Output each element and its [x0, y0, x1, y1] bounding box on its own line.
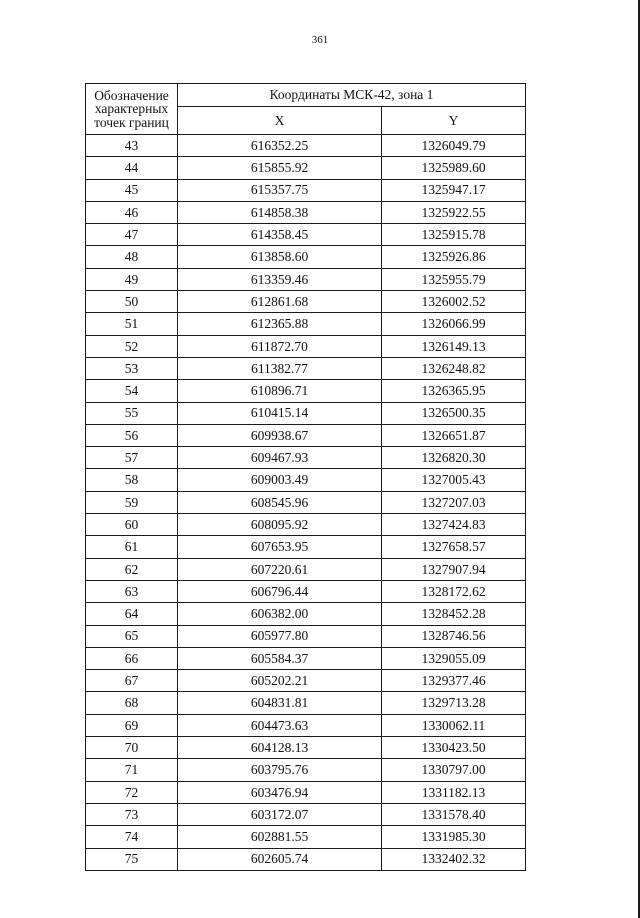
x-coordinate-cell: 608545.96 — [178, 491, 382, 513]
point-cell: 45 — [86, 179, 178, 201]
point-label-line-3: точек границ — [94, 114, 169, 130]
y-coordinate-cell: 1329377.46 — [382, 670, 526, 692]
table-row — [86, 737, 526, 759]
y-coordinate-cell: 1325989.60 — [382, 157, 526, 179]
table-row — [86, 826, 526, 848]
table-row — [86, 357, 526, 379]
table-row — [86, 179, 526, 201]
x-coordinate-cell: 609938.67 — [178, 424, 382, 446]
x-coordinate-cell: 615357.75 — [178, 179, 382, 201]
point-label-line-1: Обозначение — [94, 87, 169, 103]
point-cell: 65 — [86, 625, 178, 647]
table-row — [86, 491, 526, 513]
point-cell: 48 — [86, 246, 178, 268]
y-coordinate-cell: 1325915.78 — [382, 224, 526, 246]
point-cell: 43 — [86, 135, 178, 157]
table-row — [86, 580, 526, 602]
x-coordinate-cell: 605584.37 — [178, 647, 382, 669]
y-coordinate-cell: 1326248.82 — [382, 357, 526, 379]
table-row — [86, 848, 526, 870]
table-row — [86, 291, 526, 313]
x-coordinate-cell: 603476.94 — [178, 781, 382, 803]
table-row — [86, 313, 526, 335]
y-coordinate-cell: 1326500.35 — [382, 402, 526, 424]
y-coordinate-cell: 1332402.32 — [382, 848, 526, 870]
point-cell: 70 — [86, 737, 178, 759]
table-row — [86, 714, 526, 736]
x-coordinate-cell: 611382.77 — [178, 357, 382, 379]
y-coordinate-cell: 1326651.87 — [382, 424, 526, 446]
point-cell: 56 — [86, 424, 178, 446]
y-coordinate-cell: 1331182.13 — [382, 781, 526, 803]
y-coordinate-cell: 1331985.30 — [382, 826, 526, 848]
table-row — [86, 781, 526, 803]
point-label-header — [86, 84, 178, 135]
point-cell: 62 — [86, 558, 178, 580]
table-row — [86, 224, 526, 246]
coordinates-group-header: Координаты МСК-42, зона 1 — [178, 84, 526, 107]
x-coordinate-cell: 606382.00 — [178, 603, 382, 625]
coordinates-table — [85, 83, 526, 871]
x-coordinate-cell: 603172.07 — [178, 803, 382, 825]
y-coordinate-cell: 1327907.94 — [382, 558, 526, 580]
x-coordinate-cell: 606796.44 — [178, 580, 382, 602]
table-row — [86, 469, 526, 491]
table-row — [86, 424, 526, 446]
y-coordinate-cell: 1327424.83 — [382, 514, 526, 536]
table-row — [86, 670, 526, 692]
table-header — [86, 84, 526, 135]
table-row — [86, 558, 526, 580]
y-coordinate-cell: 1327658.57 — [382, 536, 526, 558]
x-column-header: X — [178, 107, 382, 135]
table-row — [86, 759, 526, 781]
x-coordinate-cell: 603795.76 — [178, 759, 382, 781]
table-row — [86, 135, 526, 157]
table-row — [86, 625, 526, 647]
point-cell: 63 — [86, 580, 178, 602]
x-coordinate-cell: 604473.63 — [178, 714, 382, 736]
table-row — [86, 157, 526, 179]
y-coordinate-cell: 1328172.62 — [382, 580, 526, 602]
point-cell: 64 — [86, 603, 178, 625]
x-coordinate-cell: 610415.14 — [178, 402, 382, 424]
table-row — [86, 380, 526, 402]
table-body — [86, 135, 526, 871]
x-coordinate-cell: 615855.92 — [178, 157, 382, 179]
x-coordinate-cell: 604831.81 — [178, 692, 382, 714]
x-coordinate-cell: 608095.92 — [178, 514, 382, 536]
table-row — [86, 536, 526, 558]
y-coordinate-cell: 1328746.56 — [382, 625, 526, 647]
y-coordinate-cell: 1326002.52 — [382, 291, 526, 313]
x-coordinate-cell: 602605.74 — [178, 848, 382, 870]
point-cell: 69 — [86, 714, 178, 736]
point-cell: 49 — [86, 268, 178, 290]
x-coordinate-cell: 614858.38 — [178, 201, 382, 223]
header-row-group — [86, 84, 526, 107]
table-row — [86, 447, 526, 469]
y-coordinate-cell: 1327207.03 — [382, 491, 526, 513]
y-coordinate-cell: 1328452.28 — [382, 603, 526, 625]
table-row — [86, 692, 526, 714]
point-cell: 66 — [86, 647, 178, 669]
page-number: 361 — [311, 34, 329, 46]
point-cell: 54 — [86, 380, 178, 402]
x-coordinate-cell: 609467.93 — [178, 447, 382, 469]
x-coordinate-cell: 607220.61 — [178, 558, 382, 580]
table-row — [86, 335, 526, 357]
x-coordinate-cell: 616352.25 — [178, 135, 382, 157]
point-cell: 67 — [86, 670, 178, 692]
x-coordinate-cell: 614358.45 — [178, 224, 382, 246]
y-coordinate-cell: 1325922.55 — [382, 201, 526, 223]
y-column-header: Y — [382, 107, 526, 135]
point-cell: 52 — [86, 335, 178, 357]
point-cell: 47 — [86, 224, 178, 246]
table-row — [86, 402, 526, 424]
point-cell: 73 — [86, 803, 178, 825]
x-coordinate-cell: 611872.70 — [178, 335, 382, 357]
x-coordinate-cell: 609003.49 — [178, 469, 382, 491]
point-cell: 46 — [86, 201, 178, 223]
y-coordinate-cell: 1330797.00 — [382, 759, 526, 781]
point-cell: 74 — [86, 826, 178, 848]
x-coordinate-cell: 613858.60 — [178, 246, 382, 268]
point-cell: 51 — [86, 313, 178, 335]
y-coordinate-cell: 1326365.95 — [382, 380, 526, 402]
y-coordinate-cell: 1325947.17 — [382, 179, 526, 201]
table-row — [86, 603, 526, 625]
y-coordinate-cell: 1326149.13 — [382, 335, 526, 357]
table-row — [86, 246, 526, 268]
point-cell: 68 — [86, 692, 178, 714]
point-cell: 57 — [86, 447, 178, 469]
x-coordinate-cell: 610896.71 — [178, 380, 382, 402]
y-coordinate-cell: 1327005.43 — [382, 469, 526, 491]
table-row — [86, 803, 526, 825]
point-cell: 72 — [86, 781, 178, 803]
table-row — [86, 268, 526, 290]
point-cell: 44 — [86, 157, 178, 179]
table-row — [86, 647, 526, 669]
x-coordinate-cell: 604128.13 — [178, 737, 382, 759]
point-cell: 58 — [86, 469, 178, 491]
x-coordinate-cell: 612365.88 — [178, 313, 382, 335]
point-cell: 71 — [86, 759, 178, 781]
x-coordinate-cell: 612861.68 — [178, 291, 382, 313]
point-cell: 53 — [86, 357, 178, 379]
point-cell: 60 — [86, 514, 178, 536]
y-coordinate-cell: 1329713.28 — [382, 692, 526, 714]
y-coordinate-cell: 1330423.50 — [382, 737, 526, 759]
point-cell: 55 — [86, 402, 178, 424]
y-coordinate-cell: 1326049.79 — [382, 135, 526, 157]
y-coordinate-cell: 1325955.79 — [382, 268, 526, 290]
x-coordinate-cell: 613359.46 — [178, 268, 382, 290]
x-coordinate-cell: 602881.55 — [178, 826, 382, 848]
point-cell: 50 — [86, 291, 178, 313]
point-label-line-2: характерных — [94, 101, 169, 117]
x-coordinate-cell: 607653.95 — [178, 536, 382, 558]
point-cell: 59 — [86, 491, 178, 513]
y-coordinate-cell: 1329055.09 — [382, 647, 526, 669]
x-coordinate-cell: 605977.80 — [178, 625, 382, 647]
y-coordinate-cell: 1326066.99 — [382, 313, 526, 335]
table-row — [86, 514, 526, 536]
point-cell: 75 — [86, 848, 178, 870]
y-coordinate-cell: 1331578.40 — [382, 803, 526, 825]
point-cell: 61 — [86, 536, 178, 558]
table-row — [86, 201, 526, 223]
x-coordinate-cell: 605202.21 — [178, 670, 382, 692]
y-coordinate-cell: 1330062.11 — [382, 714, 526, 736]
y-coordinate-cell: 1326820.30 — [382, 447, 526, 469]
y-coordinate-cell: 1325926.86 — [382, 246, 526, 268]
